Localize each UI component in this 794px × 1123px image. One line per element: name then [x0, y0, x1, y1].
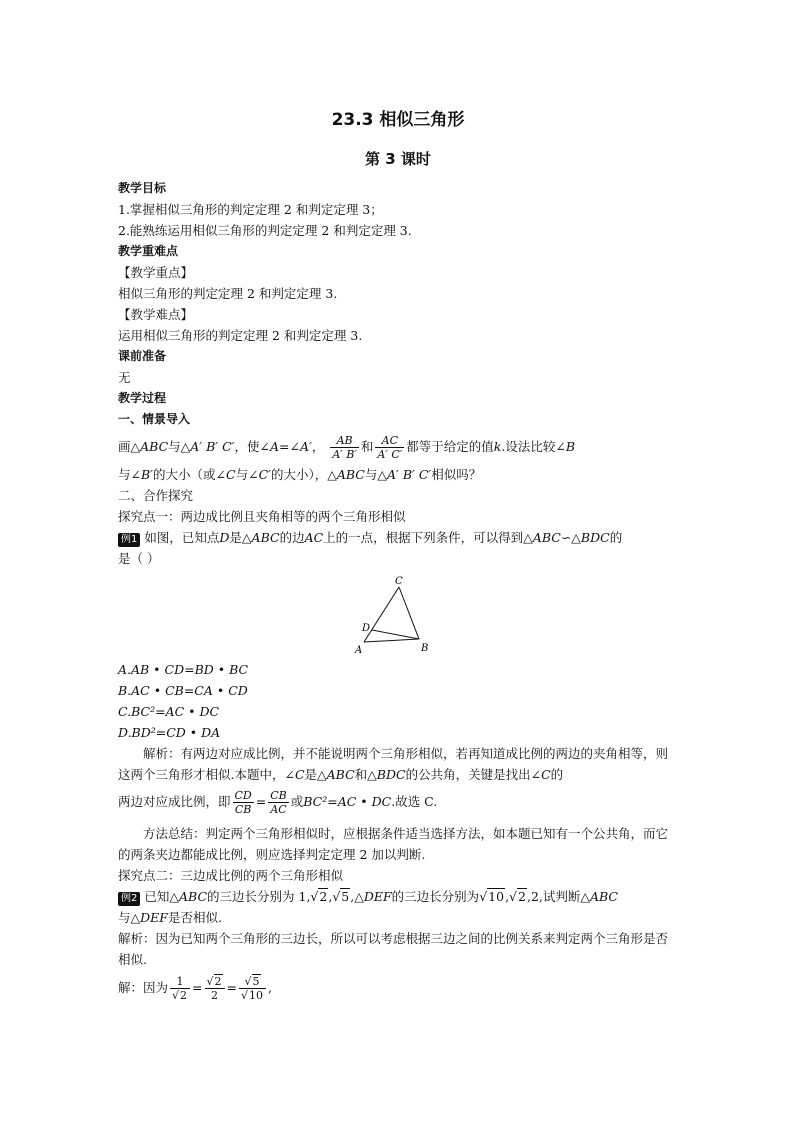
section-intro-heading: 一、情景导入: [118, 412, 191, 426]
sqrt-2b: √2: [509, 889, 526, 904]
intro-paragraph-line2: 与∠B′的大小（或∠C与∠C′的大小），△ABC与△A′ B′ C′相似吗？: [118, 467, 482, 482]
example-2-line2: 与△DEF是否相似.: [118, 910, 222, 925]
section-explore-heading: 二、合作探究: [118, 488, 194, 503]
explore-point-1: 探究点一：两边成比例且夹角相等的两个三角形相似: [118, 509, 406, 524]
option-a: A.AB • CD=BD • BC: [118, 662, 249, 677]
example-2: 例2 已知△ABC的三边长分别为 1,√2,√5,△DEF的三边长分别为√10,√2,2,试判断△ABC: [118, 886, 678, 907]
analysis-1-line2: 两边对应成比例，即 $\frac{CD}{CB}$ = $\frac{CB}{AC}$ 或BC²=AC • DC.故选 C.: [118, 789, 438, 816]
side-bc: [399, 587, 419, 639]
lesson-subtitle: 第 3 课时: [365, 150, 431, 168]
key-point-text: 相似三角形的判定定理 2 和判定定理 3.: [118, 286, 338, 301]
example-1: 例1 如图，已知点D是△ABC的边AC上的一点，根据下列条件，可以得到△ABC∽△BDC的: [118, 527, 678, 548]
option-b: B.AC • CB=CA • CD: [118, 683, 248, 698]
option-d: D.BD²=CD • DA: [118, 725, 221, 740]
document-page: [118, 96, 678, 1006]
explore-point-2: 探究点二：三边成比例的两个三角形相似: [118, 868, 344, 883]
fraction-sqrt2-2: $\frac{√2}{2}$: [205, 975, 225, 1002]
goal-item: 1.掌握相似三角形的判定定理 2 和判定定理 3；: [118, 202, 383, 217]
sqrt-2: √2: [310, 889, 328, 904]
triangle-figure: [354, 575, 444, 655]
fraction-ac: $\frac{AC}{A' C'}$: [377, 434, 403, 461]
example-badge: 例2: [118, 892, 140, 906]
hard-point-text: 运用相似三角形的判定定理 2 和判定定理 3.: [118, 328, 363, 343]
vertex-label-c: C: [395, 576, 403, 587]
process-heading: 教学过程: [118, 391, 167, 405]
page-title: 23.3 相似三角形: [331, 110, 465, 130]
key-point-label: 【教学重点】: [118, 265, 194, 280]
difficulty-heading: 教学重难点: [118, 244, 179, 258]
fraction-cb-ac: $\frac{CB}{AC}$: [270, 789, 287, 816]
solution: 解：因为 $\frac{1}{√2}$ = $\frac{√2}{2}$ = $\frac{√5}{√10}$ ,: [118, 975, 273, 1002]
goals-heading: 教学目标: [118, 181, 167, 195]
fraction-ab: $\frac{AB}{A' B'}$: [332, 434, 357, 461]
fraction-1-sqrt2: $\frac{1}{√2}$: [170, 975, 190, 1002]
example-badge: 例1: [118, 533, 140, 547]
option-c: C.BC²=AC • DC: [118, 704, 220, 719]
goal-item: 2.能熟练运用相似三角形的判定定理 2 和判定定理 3.: [118, 223, 412, 238]
analysis-2: 解析：因为已知两个三角形的三边长，所以可以考虑根据三边之间的比例关系来判定两个三角形是否相似.: [118, 931, 669, 967]
fraction-sqrt5-sqrt10: $\frac{√5}{√10}$: [239, 975, 266, 1002]
example-1-line2: 是（ ）: [118, 551, 160, 566]
analysis-1: 解析：有两边对应成比例，并不能说明两个三角形相似，若再知道成比例的两边的夹角相等，则这两个三角形才相似.本题中，∠C是△ABC和△BDC的公共角，关键是找出∠C的: [118, 746, 669, 782]
sqrt-10: √10: [479, 889, 505, 904]
vertex-label-d: D: [362, 623, 371, 634]
prep-text: 无: [118, 370, 131, 385]
hard-point-label: 【教学难点】: [118, 307, 194, 322]
summary-1: 方法总结：判定两个三角形相似时，应根据条件适当选择方法，如本题已知有一个公共角，而它的两条夹边都能成比例，则应选择判定定理 2 加以判断.: [118, 826, 669, 862]
segment-bd: [372, 630, 419, 639]
fraction-cd-cb: $\frac{CD}{CB}$: [234, 789, 252, 816]
vertex-label-b: B: [421, 643, 429, 654]
vertex-label-a: A: [355, 645, 363, 655]
prep-heading: 课前准备: [118, 349, 167, 363]
side-ab: [364, 639, 419, 642]
intro-paragraph: 画△ABC与△A′ B′ C′，使∠A=∠A′， $\frac{AB}{A' B'}$ 和 $\frac{AC}{A' C'}$ 都等于给定的值k.设法比较∠B: [118, 434, 575, 461]
sqrt-5: √5: [332, 889, 350, 904]
